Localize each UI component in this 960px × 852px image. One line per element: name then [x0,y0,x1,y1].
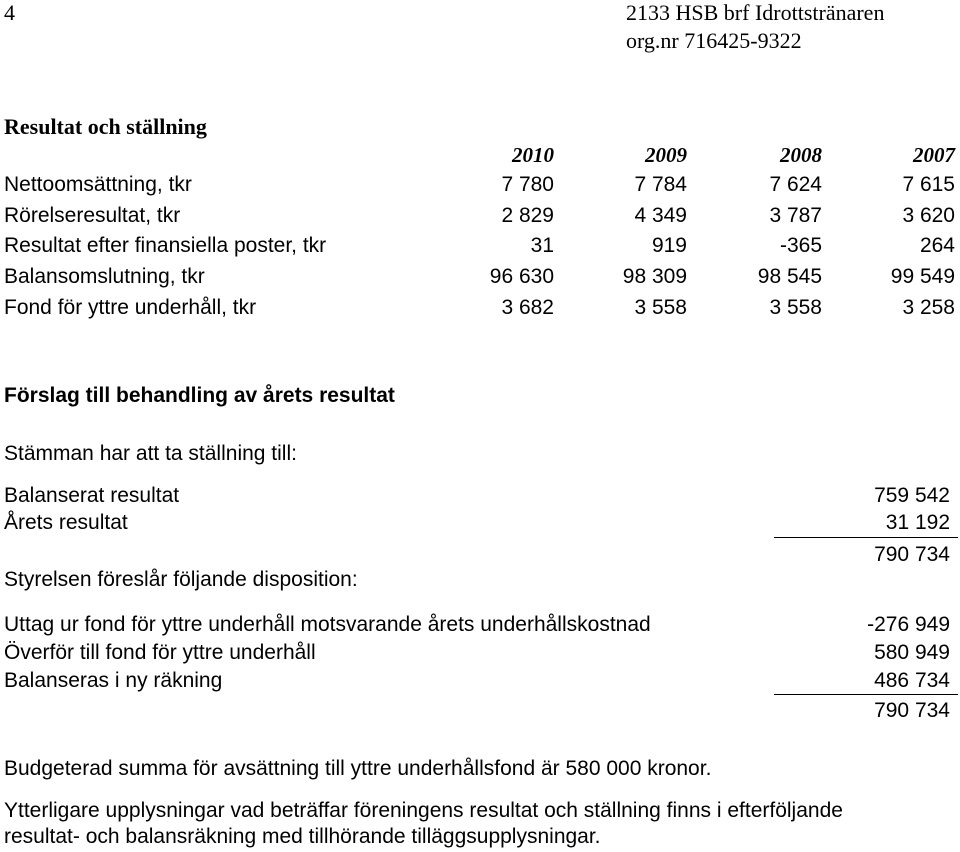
page-number: 4 [4,0,15,25]
budget-note: Budgeterad summa för avsättning till yttre underhållsfond är 580 000 kronor. [4,757,712,780]
sum-rule [774,537,958,538]
further-info-line: Ytterligare upplysningar vad beträffar föreningens resultat och ställning finns i efterföljande [4,799,843,822]
sum-value: 790 734 [874,543,950,566]
row-value: 7 780 [501,173,554,196]
row-value: 3 620 [902,204,955,227]
row-value: 3 558 [634,296,687,319]
year-header: 2007 [913,143,955,167]
row-value: 7 784 [634,173,687,196]
sum-value: 790 734 [874,699,950,722]
row-label: Rörelseresultat, tkr [4,204,181,227]
further-info-line: resultat- och balansräkning med tillhörande tilläggsupplysningar. [4,825,601,848]
item-value: 486 734 [874,669,950,692]
row-value: 3 787 [769,204,822,227]
summary-title: Resultat och ställning [4,114,207,139]
item-label: Balanserat resultat [4,484,180,507]
row-label: Balansomslutning, tkr [4,265,205,288]
row-value: -365 [779,234,822,257]
row-value: 96 630 [489,265,554,288]
row-value: 3 558 [769,296,822,319]
row-value: 99 549 [890,265,955,288]
row-label: Resultat efter finansiella poster, tkr [4,234,327,257]
board-intro: Styrelsen föreslår följande disposition: [4,568,358,591]
row-value: 98 545 [757,265,822,288]
row-value: 7 624 [769,173,822,196]
row-value: 2 829 [501,204,554,227]
row-value: 264 [919,234,955,257]
row-value: 4 349 [634,204,687,227]
year-header: 2009 [645,143,687,167]
organization-number: org.nr 716425-9322 [626,28,802,53]
sum-rule [774,694,958,695]
item-value: 759 542 [874,484,950,507]
row-value: 98 309 [622,265,687,288]
proposal-title: Förslag till behandling av årets resultat [4,384,395,407]
row-value: 3 258 [902,296,955,319]
item-value: 31 192 [885,511,950,534]
row-label: Fond för yttre underhåll, tkr [4,296,257,319]
item-label: Uttag ur fond för yttre underhåll motsvarande årets underhållskostnad [4,613,651,636]
item-label: Årets resultat [4,511,128,534]
row-value: 919 [651,234,687,257]
row-value: 7 615 [902,173,955,196]
proposal-intro: Stämman har att ta ställning till: [4,442,297,465]
row-value: 3 682 [501,296,554,319]
year-header: 2008 [780,143,822,167]
row-label: Nettoomsättning, tkr [4,173,192,196]
item-label: Överför till fond för yttre underhåll [4,641,316,664]
item-label: Balanseras i ny räkning [4,669,223,692]
row-value: 31 [530,234,554,257]
year-header: 2010 [512,143,554,167]
organization-name: 2133 HSB brf Idrottstränaren [626,0,885,25]
item-value: -276 949 [867,613,950,636]
item-value: 580 949 [874,641,950,664]
